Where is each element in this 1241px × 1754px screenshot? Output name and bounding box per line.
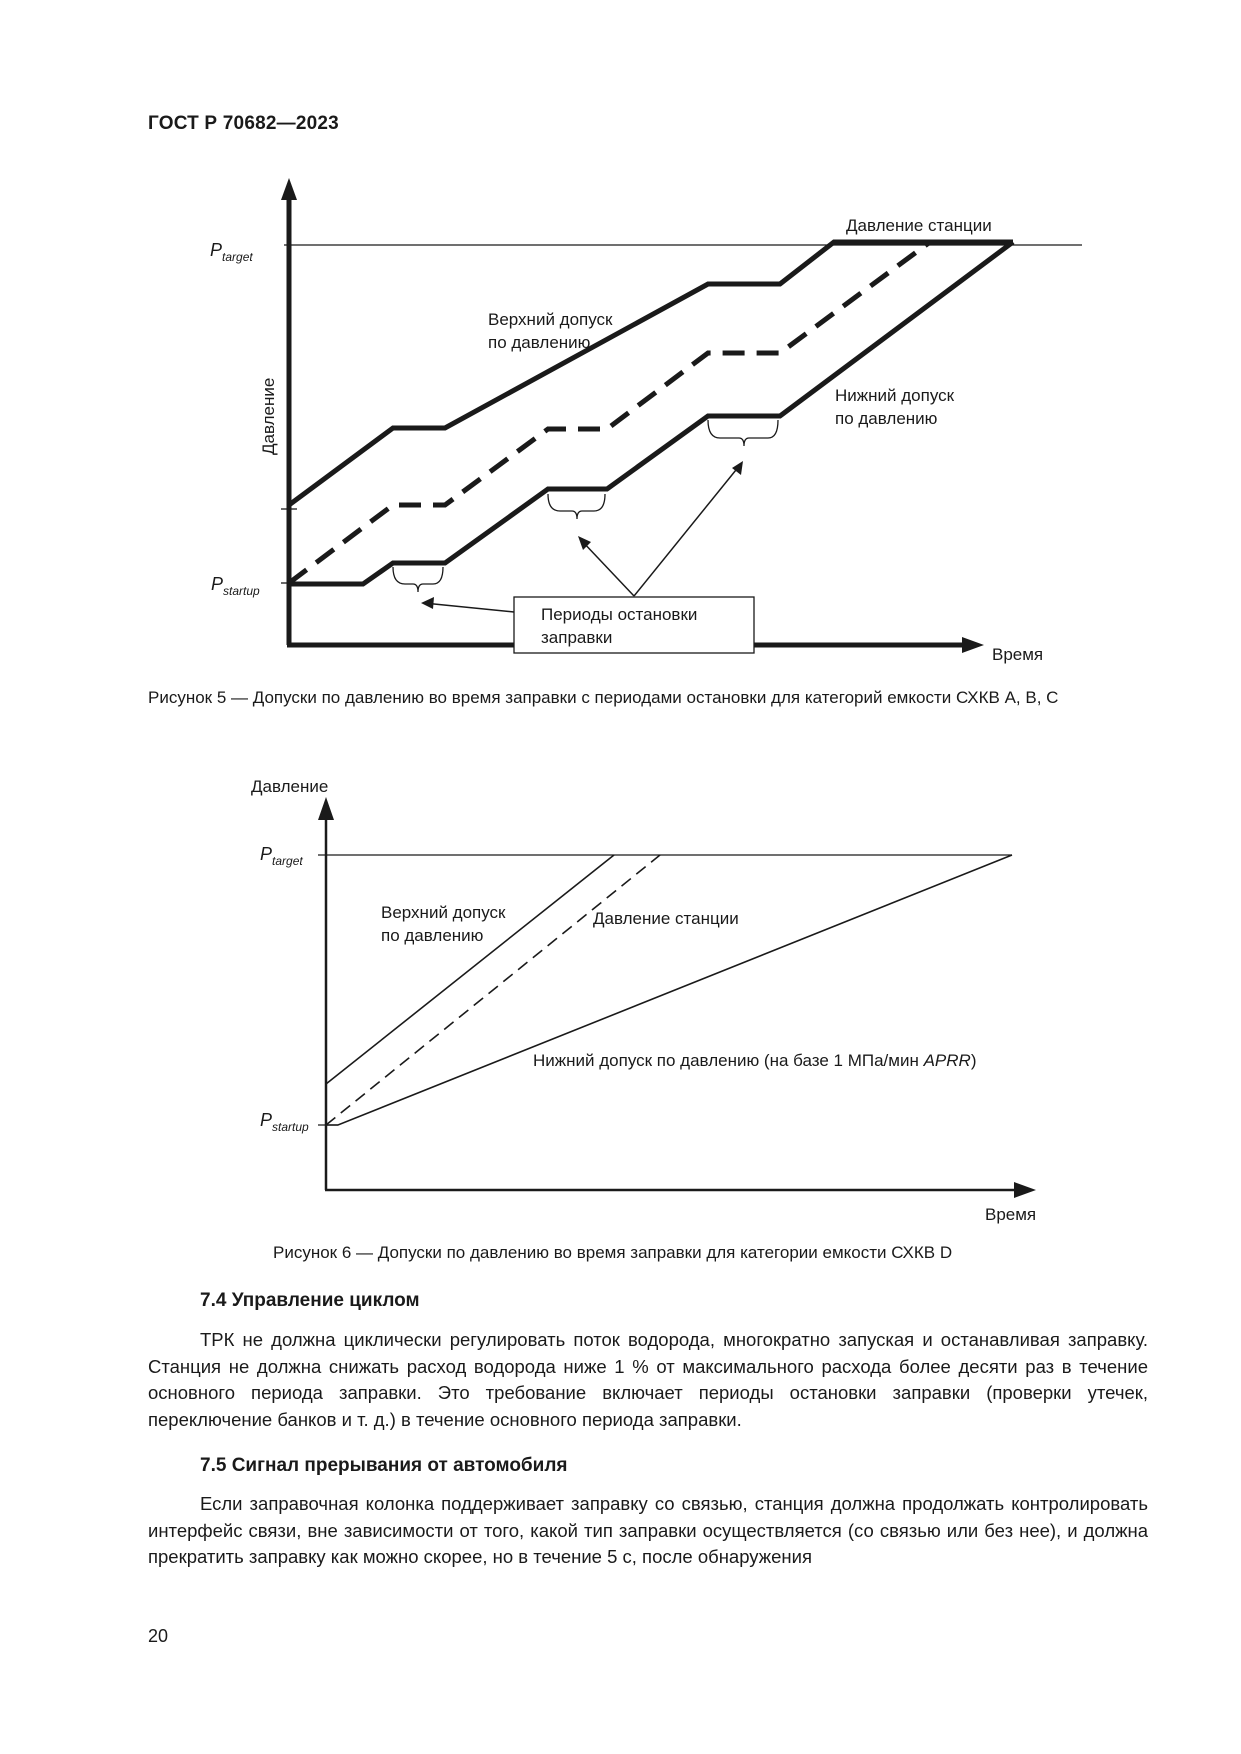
figure-6-p-target-label: $P_{target}$ bbox=[260, 844, 303, 868]
figure-5-x-arrowhead bbox=[962, 637, 984, 653]
figure-5-station-pressure-line bbox=[289, 242, 930, 583]
figure-6-station-pressure-line bbox=[326, 855, 660, 1125]
figure-6-station-label: Давление станции bbox=[593, 909, 739, 928]
figure-5-arrowhead-1 bbox=[421, 597, 434, 609]
figure-6-upper-label-2: по давлению bbox=[381, 926, 484, 945]
figure-6-chart bbox=[0, 770, 1241, 1230]
figure-5-upper-label-1: Верхний допуск bbox=[488, 310, 613, 329]
section-7-5-title: 7.5 Сигнал прерывания от автомобиля bbox=[200, 1455, 568, 1476]
figure-6-upper-label-1: Верхний допуск bbox=[381, 903, 506, 922]
figure-5-x-axis-label: Время bbox=[992, 645, 1044, 664]
figure-6-y-axis-label: Давление bbox=[251, 777, 329, 796]
figure-5-box-line-2: заправки bbox=[541, 628, 613, 647]
figure-6-lower-tolerance-line bbox=[326, 855, 1012, 1125]
figure-6-x-axis-label: Время bbox=[985, 1205, 1037, 1224]
figure-5-axes bbox=[281, 195, 1082, 645]
figure-5-upper-tolerance-line bbox=[289, 242, 1013, 505]
figure-5-period-braces bbox=[393, 420, 778, 592]
figure-6-x-arrowhead bbox=[1014, 1182, 1036, 1198]
figure-5-caption: Рисунок 5 — Допуски по давлению во время заправки с периодами остановки для категорий емкости СХКВ А, В, С bbox=[148, 688, 1059, 707]
section-7-4-paragraph: ТРК не должна циклически регулировать поток водорода, многократно запуская и останавливая заправку. Станция не должна снижать расход водорода ниже 1 % от максимального расхода более десяти раз в течение основного периода заправки. Это требование включает периоды остановки заправки (проверки утечек, переключение банков и т. д.) в течение основного периода заправки. bbox=[148, 1329, 1148, 1430]
figure-5-y-axis-label: Давление bbox=[259, 377, 278, 455]
page-number: 20 bbox=[148, 1626, 169, 1646]
figure-5-y-arrowhead bbox=[281, 178, 297, 200]
figure-5-chart bbox=[0, 160, 1241, 680]
figure-5-p-startup-label: $P_{startup}$ bbox=[211, 574, 260, 598]
document-header: ГОСТ Р 70682—2023 bbox=[148, 113, 339, 134]
figure-6-y-arrowhead bbox=[318, 797, 334, 820]
figure-6-lower-label: Нижний допуск по давлению (на базе 1 МПа/мин APRR) bbox=[533, 1051, 977, 1070]
figure-5-lower-label-2: по давлению bbox=[835, 409, 938, 428]
section-7-5-paragraph: Если заправочная колонка поддерживает заправку со связью, станция должна продолжать контролировать интерфейс связи, вне зависимости от того, какой тип заправки осуществляется (со связью или без нее), и должна прекратить заправку как можно скорее, но в течение 5 с, после обнаружения bbox=[148, 1493, 1148, 1567]
figure-5-box-line-1: Периоды остановки bbox=[541, 605, 698, 624]
figure-6-axes bbox=[325, 818, 1018, 1190]
figure-5-upper-label-2: по давлению bbox=[488, 333, 591, 352]
figure-5-station-label: Давление станции bbox=[846, 216, 992, 235]
figure-6-upper-tolerance-line bbox=[326, 855, 614, 1084]
figure-6-caption: Рисунок 6 — Допуски по давлению во время заправки для категории емкости СХКВ D bbox=[273, 1243, 953, 1262]
section-7-4-title: 7.4 Управление циклом bbox=[200, 1290, 420, 1311]
figure-5-lower-label-1: Нижний допуск bbox=[835, 386, 955, 405]
figure-6-p-startup-label: $P_{startup}$ bbox=[260, 1110, 309, 1134]
figure-5-p-target-label: $P_{target}$ bbox=[210, 240, 253, 264]
